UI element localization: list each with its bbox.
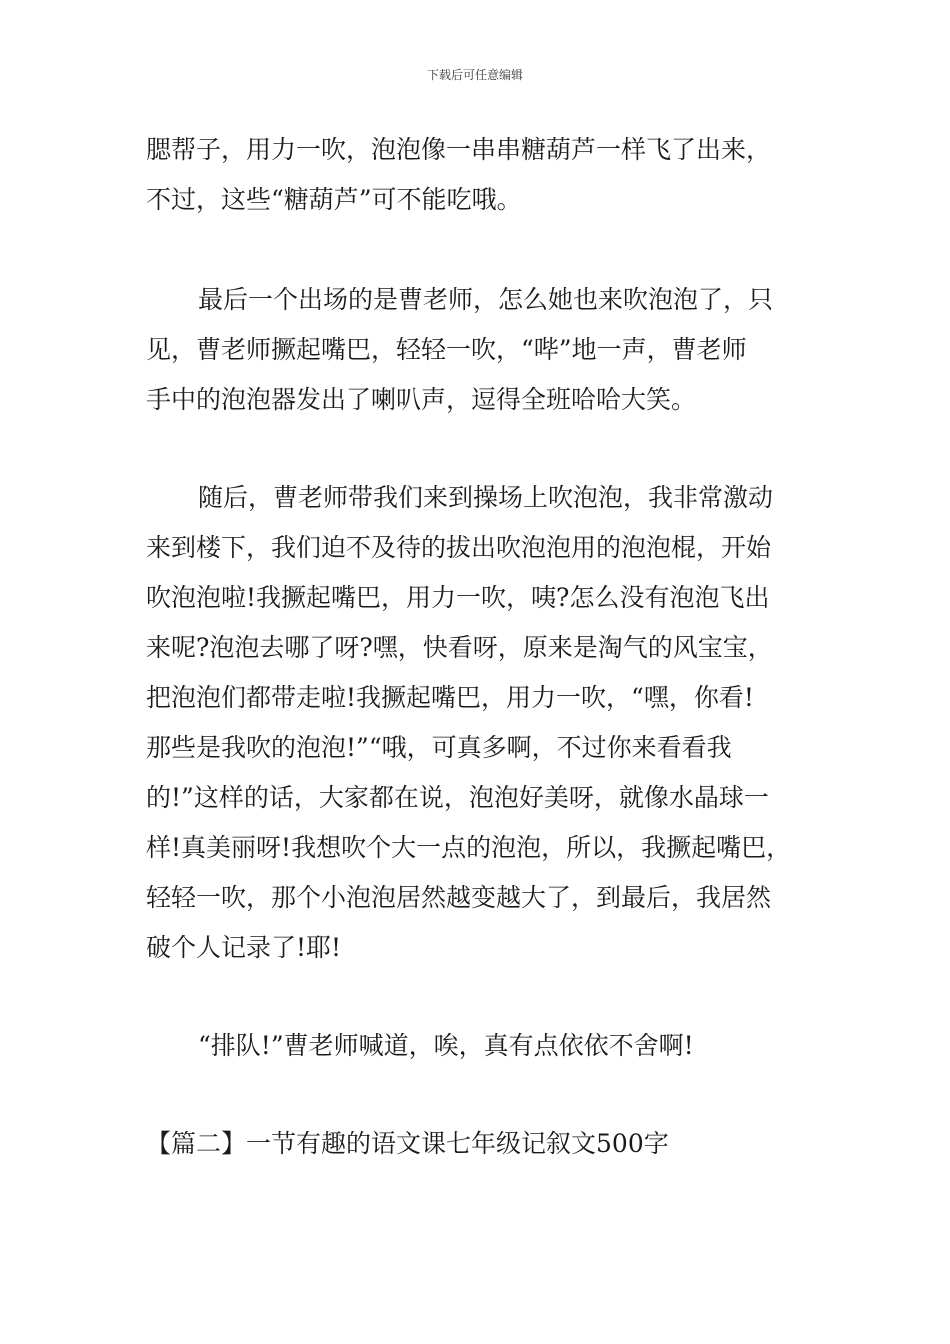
text-line: “排队!”曹老师喊道，唉，真有点依依不舍啊! <box>198 1031 694 1060</box>
text-line: 吹泡泡啦!我撅起嘴巴，用力一吹，咦?怎么没有泡泡飞出 <box>146 583 770 612</box>
text-line: 破个人记录了!耶! <box>146 933 342 962</box>
text-line: 随后，曹老师带我们来到操场上吹泡泡，我非常激动 <box>198 483 774 512</box>
text-line: 来呢?泡泡去哪了呀?嘿，快看呀，原来是淘气的风宝宝， <box>146 633 773 662</box>
text-line: 不过，这些“糖葫芦”可不能吃哦。 <box>146 185 522 214</box>
text-line: 来到楼下，我们迫不及待的拔出吹泡泡用的泡泡棍，开始 <box>146 533 772 562</box>
text-line: 见，曹老师撅起嘴巴，轻轻一吹，“哔”地一声，曹老师 <box>146 335 747 364</box>
text-line: 样!真美丽呀!我想吹个大一点的泡泡，所以，我撅起嘴巴， <box>146 833 792 862</box>
text-line: 轻轻一吹，那个小泡泡居然越变越大了，到最后，我居然 <box>146 883 772 912</box>
text-line: 腮帮子，用力一吹，泡泡像一串串糖葫芦一样飞了出来， <box>146 135 772 164</box>
text-line: 手中的泡泡器发出了喇叭声，逗得全班哈哈大笑。 <box>146 385 697 414</box>
page-header: 下载后可任意编辑 <box>426 68 523 82</box>
text-line: 那些是我吹的泡泡!”“哦，可真多啊，不过你来看看我 <box>146 733 732 762</box>
text-line: 的!”这样的话，大家都在说，泡泡好美呀，就像水晶球一 <box>146 783 769 812</box>
text-line: 最后一个出场的是曹老师，怎么她也来吹泡泡了，只 <box>198 285 774 314</box>
section-heading: 【篇二】一节有趣的语文课七年级记叙文500字 <box>146 1129 669 1158</box>
text-line: 把泡泡们都带走啦!我撅起嘴巴，用力一吹，“嘿，你看! <box>146 683 754 712</box>
